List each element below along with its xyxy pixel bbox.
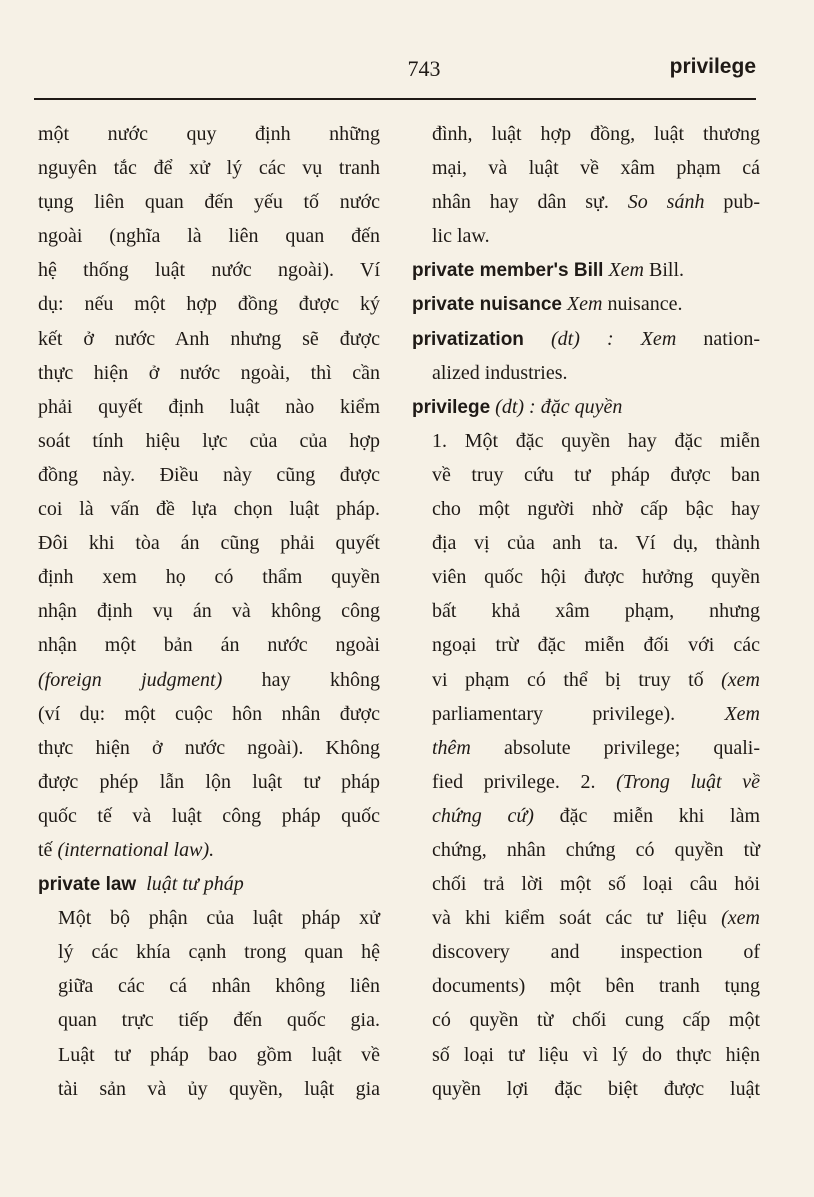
text-line: cho một người nhờ cấp bậc hay	[432, 498, 760, 521]
text-span: parliamentary privilege).	[432, 702, 676, 725]
text-line: định xem họ có thẩm quyền	[38, 566, 380, 589]
text-line	[38, 833, 380, 867]
entry-privilege	[412, 390, 760, 424]
text-line	[412, 185, 760, 219]
text-line: tụng liên quan đến yếu tố nước	[38, 191, 380, 214]
text-line	[412, 663, 760, 697]
text-line: số loại tư liệu vì lý do thực hiện	[432, 1043, 760, 1066]
header-rule	[34, 98, 756, 100]
text-line: một nước quy định những	[38, 123, 380, 145]
text-line: được phép lẫn lộn luật tư pháp	[38, 770, 380, 793]
cross-reference: nation-	[703, 327, 761, 350]
cross-reference: Bill.	[648, 259, 684, 282]
text-line: ngoài (nghĩa là liên quan đến	[38, 225, 380, 248]
text-line: lý các khía cạnh trong quan hệ	[58, 941, 380, 964]
text-line: nhận định vụ án và không công	[38, 600, 380, 623]
italic-term: (xem	[721, 907, 760, 930]
text-span: vi phạm có thể bị truy tố	[432, 668, 704, 691]
text-line: chứng, nhân chứng có quyền từ	[432, 838, 760, 861]
headword: private law	[38, 874, 137, 896]
entry-private-law	[38, 867, 380, 901]
text-line	[412, 799, 760, 833]
text-span: hay không	[261, 668, 380, 691]
text-line: dụ: nếu một hợp đồng được ký	[38, 293, 380, 316]
page-number: 743	[407, 56, 441, 81]
text-line: kết ở nước Anh nhưng sẽ được	[38, 327, 380, 350]
text-line: discovery and inspection of	[432, 941, 760, 964]
text-line: Đôi khi tòa án cũng phải quyết	[38, 532, 380, 555]
text-line: phải quyết định luật nào kiểm	[38, 395, 380, 418]
italic-term: Xem	[724, 702, 760, 725]
text-span: và khi kiểm soát các tư liệu	[432, 907, 707, 930]
left-column	[38, 117, 380, 1106]
text-span: đặc miễn khi làm	[559, 804, 761, 827]
italic-term: So sánh	[627, 191, 705, 214]
text-line: ngoại trừ đặc miễn đối với các	[432, 634, 760, 657]
right-column	[412, 117, 760, 1106]
text-line: Luật tư pháp bao gồm luật về	[58, 1043, 380, 1066]
text-line: về truy cứu tư pháp được ban	[432, 463, 760, 486]
text-line: coi là vấn đề lựa chọn luật pháp.	[38, 498, 380, 521]
text-line: quyền lợi đặc biệt được luật	[432, 1077, 760, 1100]
headword: privatization	[412, 328, 524, 350]
text-line: địa vị của anh ta. Ví dụ, thành	[432, 532, 760, 555]
text-line: hệ thống luật nước ngoài). Ví	[38, 259, 380, 282]
text-line: documents) một bên tranh tụng	[432, 975, 760, 998]
cross-reference: alized industries.	[432, 361, 568, 384]
italic-term: thêm	[432, 736, 471, 759]
text-span: absolute privilege; quali-	[503, 736, 760, 759]
text-line: lic law.	[432, 225, 490, 248]
italic-term: (Trong luật về	[616, 770, 761, 793]
text-line: (ví dụ: một cuộc hôn nhân được	[38, 702, 380, 725]
running-head: privilege	[669, 55, 756, 78]
text-line	[412, 765, 760, 799]
text-line	[38, 663, 380, 697]
text-span: fied privilege. 2.	[432, 770, 596, 793]
part-of-speech: (dt) :	[495, 395, 536, 418]
gloss: luật tư pháp	[146, 873, 244, 896]
see-label: Xem	[608, 259, 644, 282]
text-line	[412, 901, 760, 935]
entry-private-members-bill	[412, 253, 760, 287]
italic-term: chứng cứ)	[432, 804, 534, 827]
text-span: nhân hay dân sự.	[432, 191, 609, 214]
text-line: thực hiện ở nước ngoài, thì cần	[38, 361, 380, 384]
text-line: 1. Một đặc quyền hay đặc miễn	[432, 429, 760, 452]
see-label: Xem	[566, 293, 603, 316]
text-line: quan trực tiếp đến quốc gia.	[58, 1009, 380, 1032]
text-line	[412, 697, 760, 731]
italic-term: (foreign judgment)	[38, 668, 223, 691]
text-line: bất khả xâm phạm, nhưng	[432, 600, 760, 623]
cross-reference: nuisance.	[607, 293, 683, 316]
text-line: thực hiện ở nước ngoài). Không	[38, 736, 380, 759]
gloss: đặc quyền	[540, 395, 623, 418]
page-header	[34, 50, 756, 98]
headword: private nuisance	[412, 294, 562, 316]
text-line: nguyên tắc để xử lý các vụ tranh	[38, 157, 380, 180]
text-line: mại, và luật về xâm phạm cá	[432, 157, 760, 180]
text-line	[412, 731, 760, 765]
text-line: chối trả lời một số loại câu hỏi	[432, 873, 760, 896]
headword: private member's Bill	[412, 260, 604, 282]
entry-privatization	[412, 322, 760, 356]
entry-private-nuisance	[412, 287, 760, 321]
text-line: quốc tế và luật công pháp quốc	[38, 804, 380, 827]
text-line: có quyền từ chối cung cấp một	[432, 1009, 760, 1032]
italic-term: (international law).	[57, 838, 215, 861]
text-line: đồng này. Điều này cũng được	[38, 463, 380, 486]
text-span: pub-	[723, 191, 761, 214]
text-line: soát tính hiệu lực của của hợp	[38, 429, 380, 452]
text-span: tế	[38, 838, 53, 861]
text-line: giữa các cá nhân không liên	[58, 975, 380, 998]
part-of-speech: (dt) :	[551, 327, 614, 350]
text-line: đình, luật hợp đồng, luật thương	[432, 123, 760, 145]
text-line: Một bộ phận của luật pháp xử	[58, 907, 380, 930]
text-line: nhận một bản án nước ngoài	[38, 634, 380, 657]
text-line: tài sản và ủy quyền, luật gia	[58, 1077, 380, 1100]
see-label: Xem	[640, 327, 677, 350]
text-line: viên quốc hội được hưởng quyền	[432, 566, 760, 589]
italic-term: (xem	[721, 668, 760, 691]
headword: privilege	[412, 396, 491, 418]
